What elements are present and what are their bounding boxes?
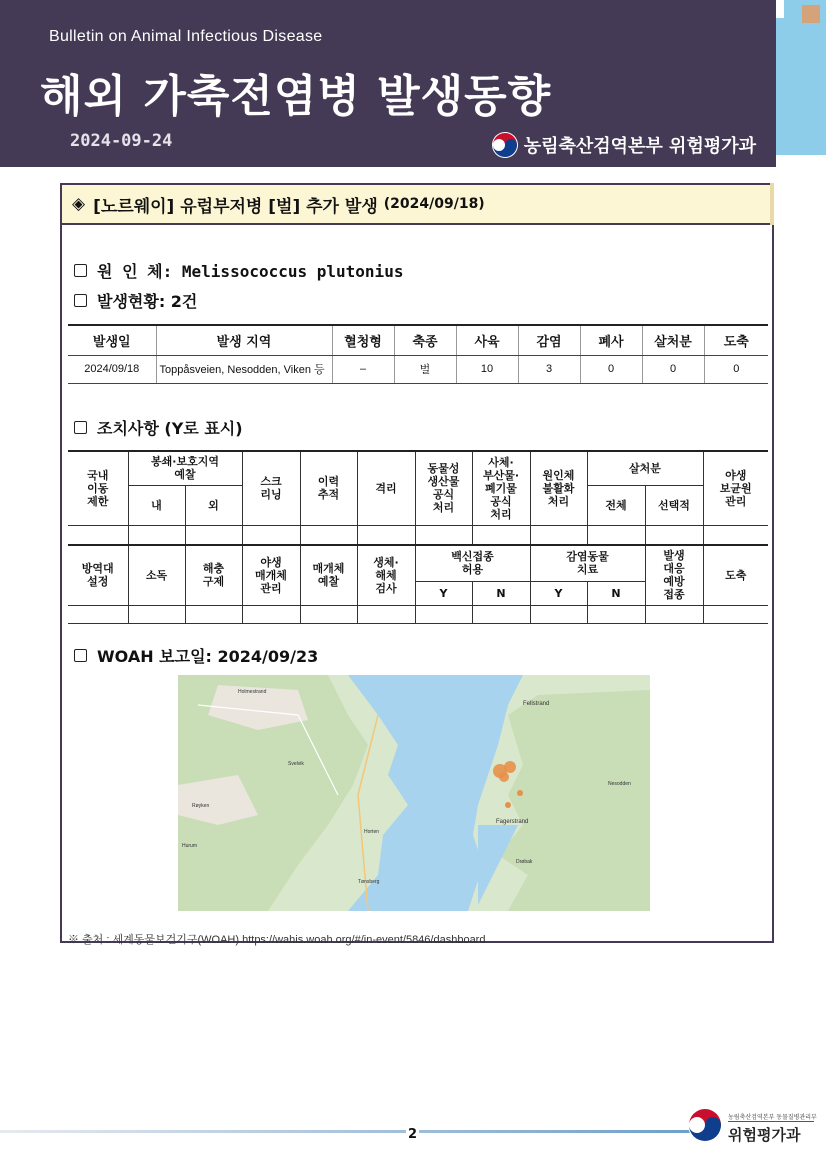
measure-animal-products: 동물성 생산물 공식 처리 — [415, 451, 472, 525]
report-title-bar — [62, 185, 772, 225]
footer-org-rule — [728, 1121, 814, 1122]
occurrence-header-cell: 폐사 — [580, 325, 642, 355]
measure-screening: 스크 리닝 — [242, 451, 300, 525]
vaccination-n: N — [472, 581, 530, 605]
outbreak-map — [178, 675, 650, 911]
occurrence-header-row — [68, 325, 768, 355]
measure-vaccination: 백신접종 허용 — [415, 545, 530, 581]
pathogen-text: 원 인 체: Melissococcus plutonius — [97, 262, 404, 281]
occurrence-header-cell: 감염 — [518, 325, 580, 355]
occurrence-cell: 3 — [518, 355, 580, 383]
occurrence-cell: 2024/09/18 — [68, 355, 156, 383]
report-frame — [60, 183, 774, 946]
measures-table — [68, 450, 768, 624]
bulletin-subtitle: Bulletin on Animal Infectious Disease — [49, 28, 323, 45]
measure-domestic-movement: 국내 이동 제한 — [68, 451, 128, 525]
measure-culling: 살처분 — [587, 451, 703, 485]
occurrence-table — [68, 324, 768, 384]
title-marker-icon: ◈ — [72, 194, 86, 214]
occurrence-header-cell: 살처분 — [642, 325, 704, 355]
checkbox-icon — [74, 649, 87, 662]
measure-culling-selective: 선택적 — [645, 485, 703, 525]
measure-vector-surveillance: 매개체 예찰 — [300, 545, 357, 605]
header-org — [492, 132, 756, 158]
vaccination-y: Y — [415, 581, 472, 605]
measure-treatment: 감염동물 치료 — [530, 545, 645, 581]
occurrence-header-cell: 도축 — [704, 325, 768, 355]
measure-zone: 봉쇄·보호지역 예찰 — [128, 451, 242, 485]
occurrence-header-cell: 혈청형 — [332, 325, 394, 355]
measure-tracing: 이력 추적 — [300, 451, 357, 525]
side-accent-strip — [776, 0, 826, 155]
measure-wildlife-reservoir: 야생 보균원 관리 — [703, 451, 768, 525]
occurrence-cell: 0 — [704, 355, 768, 383]
measure-prevention: 발생 대응 예방 접종 — [645, 545, 703, 605]
measures-title: 조치사항 (Y로 표시) — [97, 419, 243, 438]
measure-sample-test: 생체· 해체 검사 — [357, 545, 415, 605]
map-marker — [505, 802, 511, 808]
checkbox-icon — [74, 294, 87, 307]
woah-report-date: WOAH 보고일: 2024/09/23 — [97, 647, 319, 666]
map-label: Tønsberg — [358, 879, 380, 885]
checkbox-icon — [74, 421, 87, 434]
measures-value-row-2 — [68, 605, 768, 623]
occurrence-header-cell: 축종 — [394, 325, 456, 355]
map-marker — [499, 772, 509, 782]
taeguk-logo-icon — [492, 132, 518, 158]
woah-line — [74, 644, 318, 667]
map-label: Horten — [364, 829, 380, 835]
side-accent-gap — [776, 0, 784, 18]
checkbox-icon — [74, 264, 87, 277]
table-row — [68, 355, 768, 383]
measure-disinfection: 소독 — [128, 545, 185, 605]
header-banner — [0, 0, 776, 167]
map-label: Hurum — [182, 843, 198, 849]
measures-value-row-1 — [68, 525, 768, 545]
map-label: Drøbak — [516, 859, 533, 865]
status-line — [74, 289, 197, 312]
treatment-y: Y — [530, 581, 587, 605]
map-label: Svelvik — [288, 761, 304, 767]
occurrence-header-cell: 발생 지역 — [156, 325, 332, 355]
occurrence-cell: 10 — [456, 355, 518, 383]
measure-wild-vector: 야생 매개체 관리 — [242, 545, 300, 605]
occurrence-cell: – — [332, 355, 394, 383]
occurrence-cell: 0 — [580, 355, 642, 383]
measure-zoning: 방역대 설정 — [68, 545, 128, 605]
footer-taeguk-logo-icon — [688, 1108, 722, 1142]
occurrence-cell: Toppåsveien, Nesodden, Viken 등 — [156, 355, 332, 383]
map-label: Fellstrand — [523, 701, 550, 707]
measure-zone-out: 외 — [185, 485, 242, 525]
map-marker — [504, 761, 516, 773]
header-org-name: 농림축산검역본부 위험평가과 — [523, 136, 756, 157]
measure-carcass: 사체· 부산물· 폐기물 공식 처리 — [472, 451, 530, 525]
treatment-n: N — [587, 581, 645, 605]
report-title: [노르웨이] 유럽부저병 [벌] 추가 발생 — [93, 196, 378, 217]
measures-line — [74, 416, 243, 439]
occurrence-header-cell: 발생일 — [68, 325, 156, 355]
report-title-date: (2024/09/18) — [383, 196, 485, 212]
source-note: ※ 출처 : 세계동물보건기구(WOAH) https://wahis.woah.org/#/in-event/5846/dashboard — [68, 934, 486, 946]
pathogen-line — [74, 259, 403, 282]
occurrence-cell: 0 — [642, 355, 704, 383]
occurrence-cell: 벌 — [394, 355, 456, 383]
map-label: Fagerstrand — [496, 819, 529, 825]
measure-slaughter: 도축 — [703, 545, 768, 605]
measure-zone-in: 내 — [128, 485, 185, 525]
map-label: Holmestrand — [238, 689, 267, 695]
footer-line — [0, 1130, 690, 1133]
bulletin-title: 해외 가축전염병 발생동향 — [40, 71, 552, 122]
occurrence-header-cell: 사육 — [456, 325, 518, 355]
measure-culling-all: 전체 — [587, 485, 645, 525]
measure-inactivation: 원인체 불활화 처리 — [530, 451, 587, 525]
footer-org-small: 농림축산검역본부 동물질병관리부 — [728, 1114, 817, 1121]
status-text: 발생현황: 2건 — [97, 292, 198, 311]
map-marker — [517, 790, 523, 796]
map-label: Røyken — [192, 803, 210, 809]
footer-org-name: 위험평가과 — [728, 1126, 801, 1144]
side-accent-square — [802, 5, 820, 23]
measure-pest-control: 해충 구제 — [185, 545, 242, 605]
measure-quarantine: 격리 — [357, 451, 415, 525]
map-label: Nesodden — [608, 781, 631, 787]
bulletin-date: 2024-09-24 — [70, 131, 173, 151]
page-number: 2 — [408, 1127, 418, 1142]
